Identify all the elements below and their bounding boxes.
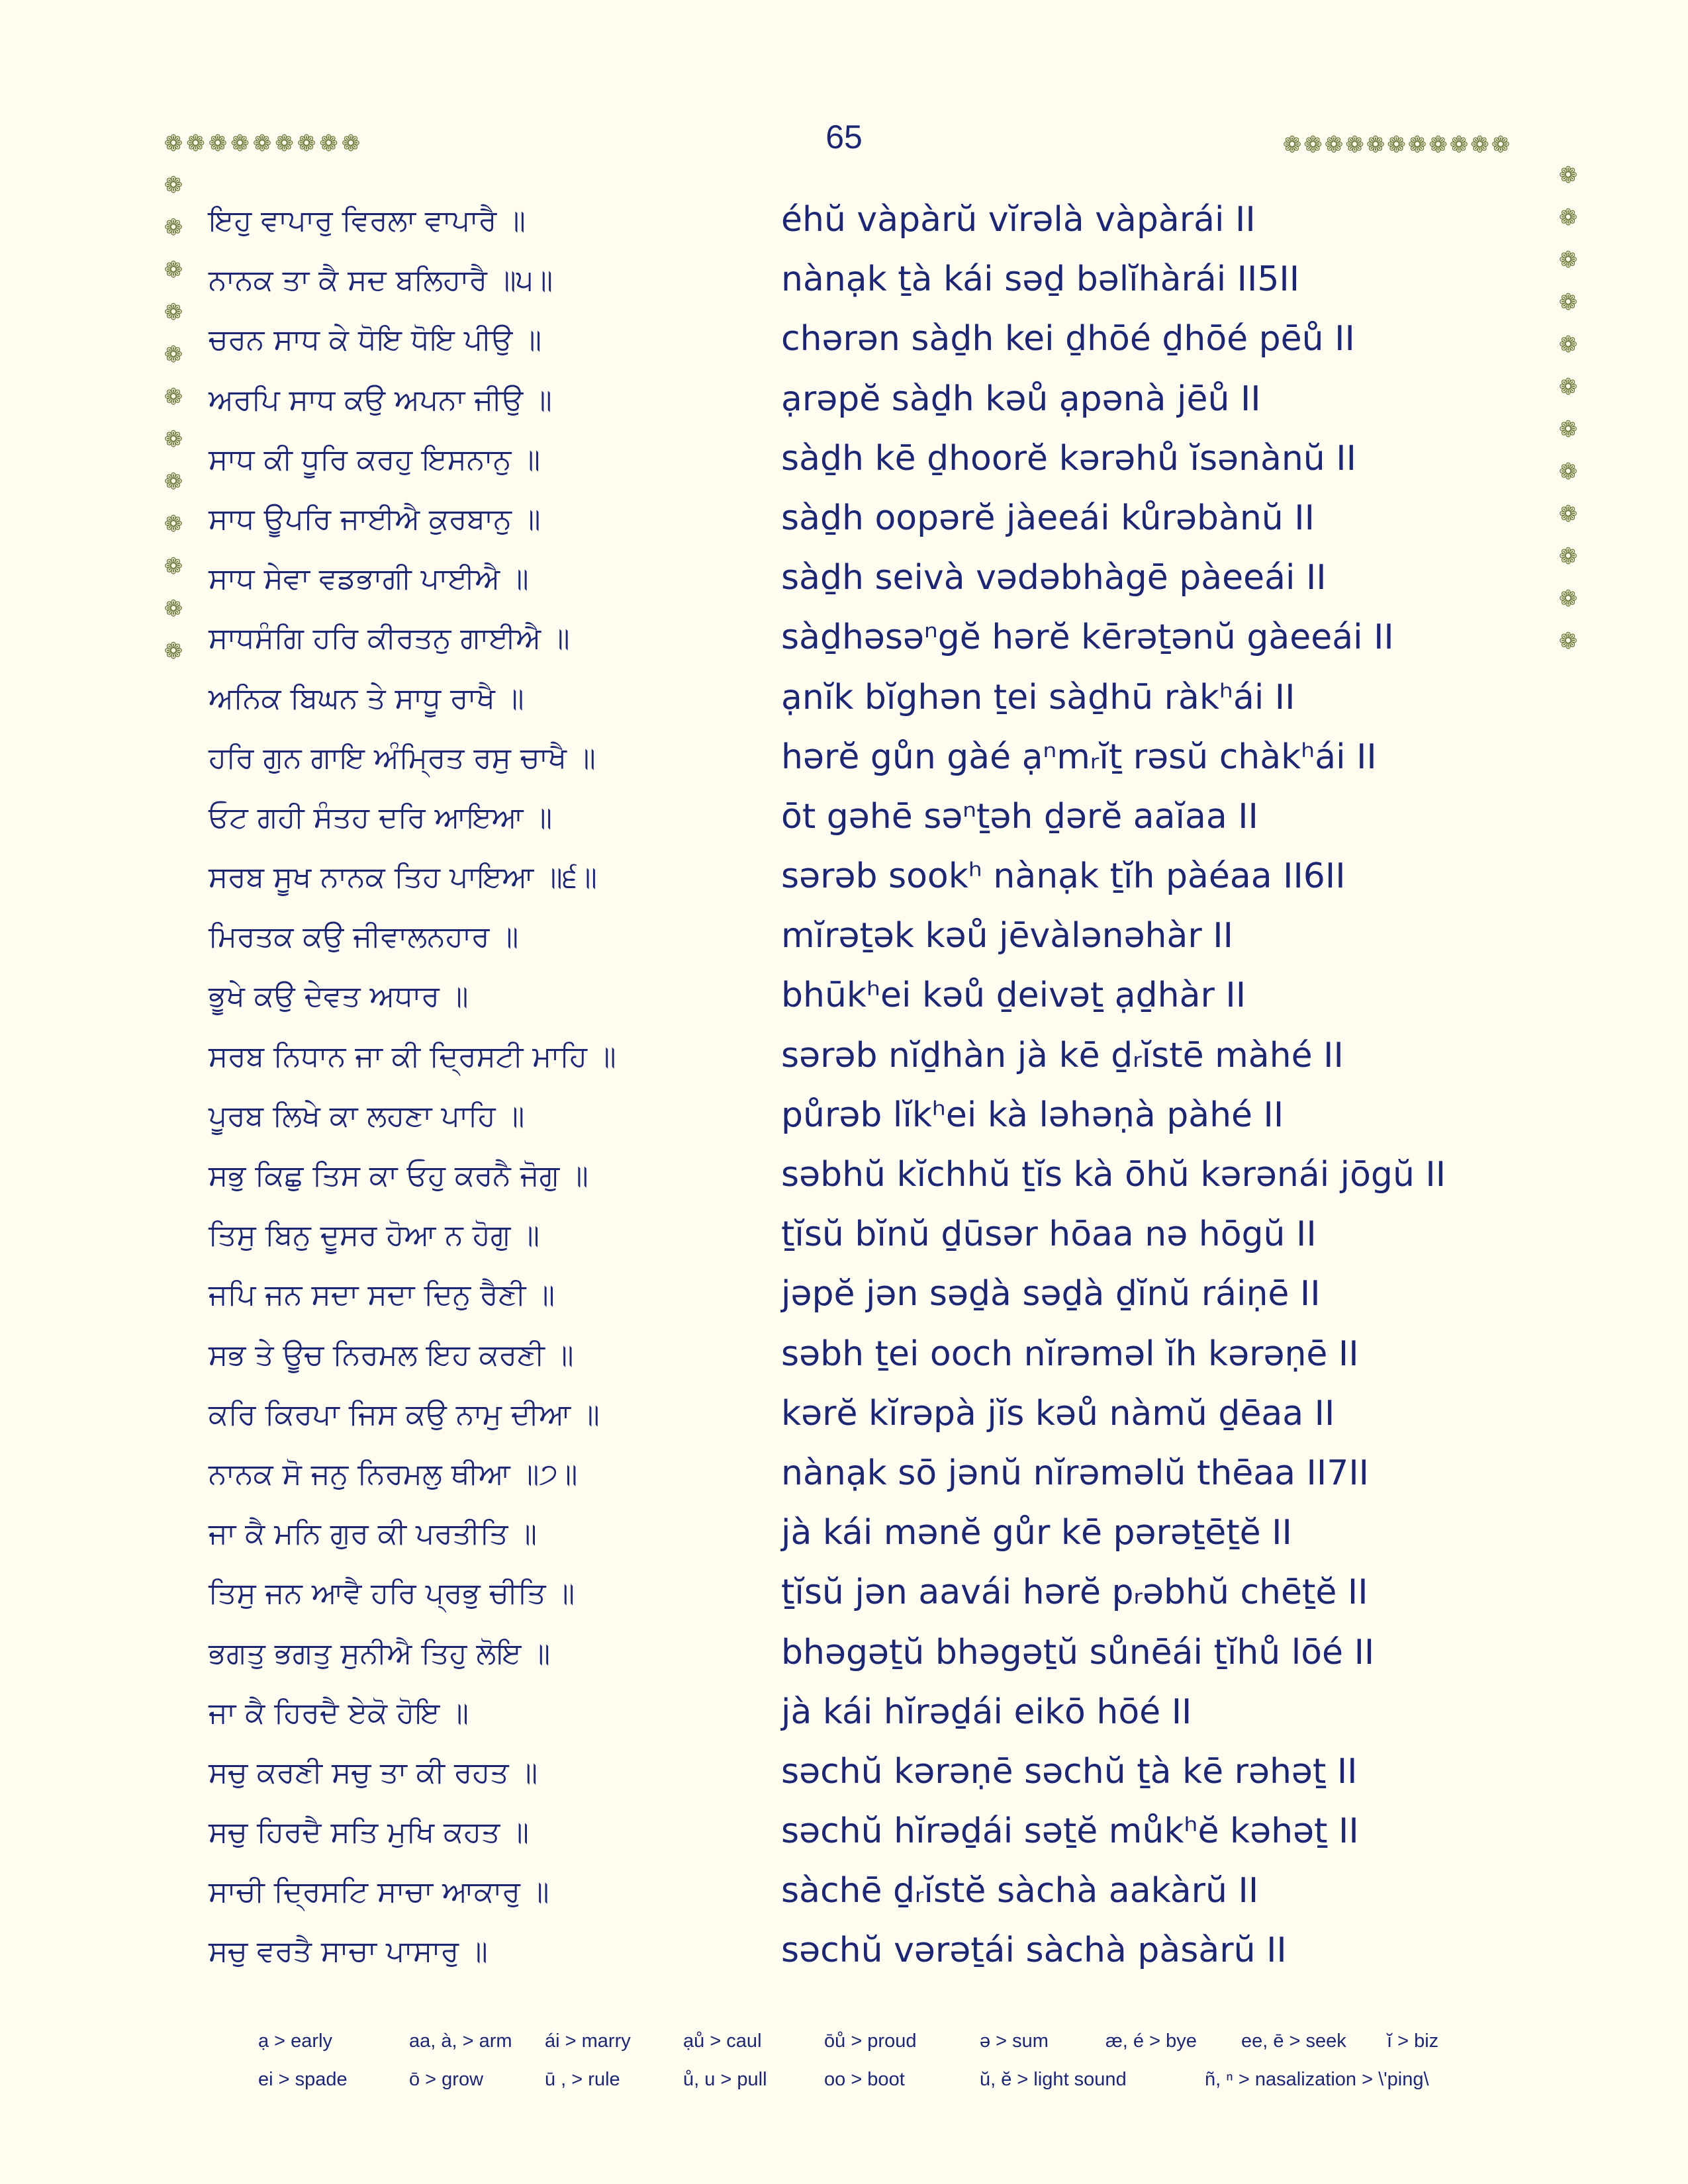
flower-icon: ❁	[1558, 501, 1578, 527]
gurmukhi-line: ਸਾਧ ਊਪਰਿ ਜਾਈਐ ਕੁਰਬਾਨੁ ॥	[209, 502, 541, 536]
transliteration-line: ạnĭk bĭghən ṯei sàḏhū ràkʰái II	[781, 677, 1295, 717]
flower-icon: ❁	[1345, 132, 1364, 158]
gurmukhi-line: ਪੂਰਬ ਲਿਖੇ ਕਾ ਲਹਣਾ ਪਾਹਿ ॥	[209, 1099, 525, 1133]
verse-row	[0, 616, 1688, 676]
flower-icon: ❁	[164, 511, 183, 537]
verse-row	[0, 1929, 1688, 1989]
verse-row	[0, 497, 1688, 557]
transliteration-line: nànạk ṯà kái səḏ bəlĭhàrái II5II	[781, 259, 1300, 300]
verse-row	[0, 1751, 1688, 1810]
verse-row	[0, 1154, 1688, 1213]
gurmukhi-line: ਸਾਧਸੰਗਿ ਹਰਿ ਕੀਰਤਨੁ ਗਾਈਐ ॥	[209, 621, 570, 656]
verse-row	[0, 1512, 1688, 1571]
legend-item: ōů > proud	[824, 2030, 917, 2052]
flower-icon: ❁	[164, 130, 183, 157]
verse-row	[0, 437, 1688, 497]
verse-row	[0, 1691, 1688, 1751]
transliteration-line: ōt gəhē səⁿṯəh ḏərĕ aaĭaa II	[781, 796, 1258, 837]
flower-icon: ❁	[1558, 332, 1578, 358]
transliteration-line: səchŭ hĭrəḏái səṯĕ můkʰĕ kəhəṯ II	[781, 1811, 1359, 1852]
gurmukhi-line: ਸਰਬ ਨਿਧਾਨ ਜਾ ਕੀ ਦ੍ਰਿਸਟੀ ਮਾਹਿ ॥	[209, 1039, 616, 1073]
transliteration-line: kərĕ kĭrəpà jĭs kəů nàmŭ ḏēaa II	[781, 1393, 1335, 1433]
legend-item: ái > marry	[545, 2030, 631, 2052]
verse-row	[0, 1034, 1688, 1094]
verse-row	[0, 676, 1688, 736]
transliteration-line: sàḏh oopərĕ jàeeái kůrəbànŭ II	[781, 498, 1315, 538]
transliteration-line: bhəgəṯŭ bhəgəṯŭ sůnēái ṯĭhů lōé II	[781, 1632, 1375, 1672]
flower-icon: ❁	[1558, 162, 1578, 189]
transliteration-line: ṯĭsŭ jən aavái hərĕ pᵣəbhŭ chēṯĕ II	[781, 1572, 1368, 1613]
flower-icon: ❁	[319, 130, 338, 157]
legend-item: ạů > caul	[683, 2030, 762, 2052]
flower-icon: ❁	[1558, 416, 1578, 443]
legend-item: oo > boot	[824, 2069, 905, 2090]
transliteration-line: səbh ṯei ooch nĭrəməl ĭh kərəṇē II	[781, 1334, 1359, 1374]
transliteration-line: chərən sàḏh kei ḏhōé ḏhōé pēů II	[781, 319, 1355, 359]
transliteration-line: səchŭ kərəṇē səchŭ ṯà kē rəhəṯ II	[781, 1751, 1358, 1792]
flower-icon: ❁	[1558, 628, 1578, 655]
verse-row	[0, 1452, 1688, 1512]
gurmukhi-line: ਨਾਨਕ ਸੋ ਜਨੁ ਨਿਰਮਲੁ ਥੀਆ ॥੭॥	[209, 1457, 578, 1491]
transliteration-line: jəpĕ jən səḏà səḏà ḏĭnŭ ráiṇē II	[781, 1274, 1321, 1314]
verse-row	[0, 553, 1688, 616]
flower-icon: ❁	[1407, 132, 1427, 158]
flower-icon: ❁	[164, 384, 183, 410]
gurmukhi-line: ਸਚੁ ਕਰਣੀ ਸਚੁ ਤਾ ਕੀ ਰਹਤ ॥	[209, 1755, 538, 1790]
transliteration-line: səbhŭ kĭchhŭ ṯĭs kà ōhŭ kərənái jōgŭ II	[781, 1155, 1446, 1195]
transliteration-line: půrəb lĭkʰei kà ləhəṇà pàhé II	[781, 1095, 1284, 1135]
gurmukhi-line: ਸਾਚੀ ਦ੍ਰਿਸਟਿ ਸਾਚਾ ਆਕਾਰੁ ॥	[209, 1875, 549, 1909]
transliteration-line: sàchē ḏᵣĭstĕ sàchà aakàrŭ II	[781, 1871, 1259, 1911]
flower-icon: ❁	[297, 130, 316, 157]
flower-icon: ❁	[1558, 205, 1578, 231]
legend-row-2	[258, 2069, 1516, 2107]
flower-icon: ❁	[164, 257, 183, 283]
flower-icon: ❁	[1324, 132, 1344, 158]
verse-row	[0, 1392, 1688, 1452]
gurmukhi-line: ਸਾਧ ਕੀ ਧੂਰਿ ਕਰਹੁ ਇਸਨਾਨੁ ॥	[209, 442, 541, 477]
flower-icon: ❁	[164, 299, 183, 326]
gurmukhi-line: ਤਿਸੁ ਬਿਨੁ ਦੂਸਰ ਹੋਆ ਨ ਹੋਗੁ ॥	[209, 1218, 540, 1253]
page-number: 65	[825, 118, 863, 156]
verse-list	[0, 199, 1688, 1989]
verse-row	[0, 258, 1688, 318]
transliteration-line: səchŭ vərəṯái sàchà pàsàrŭ II	[781, 1931, 1287, 1971]
legend-item: ñ, ⁿ > nasalization > \'ping\	[1205, 2069, 1429, 2090]
gurmukhi-line: ਇਹੁ ਵਾਪਾਰੁ ਵਿਰਲਾ ਵਾਪਾਰੈ ॥	[209, 204, 526, 238]
verse-row	[0, 1213, 1688, 1273]
gurmukhi-line: ਸਭੁ ਕਿਛੁ ਤਿਸ ਕਾ ਓਹੁ ਕਰਨੈ ਜੋਗੁ ॥	[209, 1159, 588, 1193]
gurmukhi-line: ਜਾ ਕੈ ਹਿਰਦੈ ਏਕੋ ਹੋਇ ॥	[209, 1696, 469, 1730]
gurmukhi-line: ਤਿਸੁ ਜਨ ਆਵੈ ਹਰਿ ਪ੍ਰਭੁ ਚੀਤਿ ॥	[209, 1576, 575, 1611]
transliteration-line: hərĕ gůn gàé ạⁿmᵣĭṯ rəsŭ chàkʰái II	[781, 737, 1377, 777]
flower-icon: ❁	[1282, 132, 1302, 158]
legend-item: ei > spade	[258, 2069, 348, 2090]
transliteration-line: ṯĭsŭ bĭnŭ ḏūsər hōaa nə hōgŭ II	[781, 1214, 1317, 1255]
pronunciation-legend	[258, 2030, 1516, 2107]
flower-icon: ❁	[1558, 374, 1578, 400]
legend-item: ee, ē > seek	[1241, 2030, 1346, 2052]
legend-item: ů, u > pull	[683, 2069, 767, 2090]
legend-item: ə > sum	[980, 2030, 1049, 2052]
gurmukhi-line: ਹਰਿ ਗੁਨ ਗਾਇ ਅੰਮ੍ਰਿਤ ਰਸੁ ਚਾਖੈ ॥	[209, 741, 596, 775]
gurmukhi-line: ਅਰਪਿ ਸਾਧ ਕਉ ਅਪਨਾ ਜੀਉ ॥	[209, 383, 552, 417]
gurmukhi-line: ਮਿਰਤਕ ਕਉ ਜੀਵਾਲਨਹਾਰ ॥	[209, 920, 519, 954]
flower-icon: ❁	[1491, 132, 1511, 158]
transliteration-line: éhŭ vàpàrŭ vĭrəlà vàpàrái II	[781, 200, 1256, 240]
gurmukhi-line: ਕਰਿ ਕਿਰਪਾ ਜਿਸ ਕਉ ਨਾਮੁ ਦੀਆ ॥	[209, 1397, 600, 1432]
flower-icon: ❁	[186, 130, 205, 157]
flower-icon: ❁	[1366, 132, 1385, 158]
gurmukhi-line: ਸਚੁ ਵਰਤੈ ਸਾਚਾ ਪਾਸਾਰੁ ॥	[209, 1934, 488, 1969]
transliteration-line: sərəb sookʰ nànạk ṯĭh pàéaa II6II	[781, 856, 1346, 897]
verse-row	[0, 1333, 1688, 1392]
transliteration-line: sərəb nĭḏhàn jà kē ḏᵣĭstē màhé II	[781, 1035, 1344, 1075]
flower-icon: ❁	[1558, 543, 1578, 570]
legend-item: ō > grow	[409, 2069, 484, 2090]
flower-icon: ❁	[1303, 132, 1323, 158]
verse-row	[0, 1094, 1688, 1154]
verse-row	[0, 374, 1688, 437]
verse-row	[0, 1273, 1688, 1332]
gurmukhi-line: ਓਟ ਗਹੀ ਸੰਤਹ ਦਰਿ ਆਇਆ ॥	[209, 800, 553, 835]
transliteration-line: sàḏhəsəⁿgĕ hərĕ kērəṯənŭ gàeeái II	[781, 617, 1394, 658]
transliteration-line: jà kái mənĕ gůr kē pərəṯēṯĕ II	[781, 1513, 1292, 1553]
verse-row	[0, 1571, 1688, 1631]
verse-row	[0, 1631, 1688, 1691]
flower-icon: ❁	[1558, 586, 1578, 612]
flower-icon: ❁	[230, 130, 250, 157]
verse-row	[0, 1810, 1688, 1870]
legend-row-1	[258, 2030, 1516, 2069]
flower-icon: ❁	[1558, 289, 1578, 316]
transliteration-line: ạrəpĕ sàḏh kəů ạpənà jēů II	[781, 379, 1261, 419]
gurmukhi-line: ਜਪਿ ਜਨ ਸਦਾ ਸਦਾ ਦਿਨੁ ਰੈਣੀ ॥	[209, 1278, 555, 1312]
verse-row	[0, 199, 1688, 258]
gurmukhi-line: ਨਾਨਕ ਤਾ ਕੈ ਸਦ ਬਲਿਹਾਰੈ ॥੫॥	[209, 263, 553, 298]
flower-icon: ❁	[164, 469, 183, 495]
flower-icon: ❁	[1387, 132, 1406, 158]
flower-icon: ❁	[164, 596, 183, 622]
verse-row	[0, 855, 1688, 915]
flower-icon: ❁	[164, 638, 183, 664]
flower-icon: ❁	[1470, 132, 1489, 158]
gurmukhi-line: ਸਰਬ ਸੂਖ ਨਾਨਕ ਤਿਹ ਪਾਇਆ ॥੬॥	[209, 860, 597, 895]
flower-icon: ❁	[208, 130, 228, 157]
transliteration-line: jà kái hĭrəḏái eikō hōé II	[781, 1692, 1192, 1732]
flower-icon: ❁	[1429, 132, 1448, 158]
flower-icon: ❁	[252, 130, 272, 157]
transliteration-line: sàḏh seivà vədəbhàgē pàeeái II	[781, 558, 1327, 598]
gurmukhi-line: ਭੂਖੇ ਕਉ ਦੇਵਤ ਅਧਾਰ ॥	[209, 979, 469, 1014]
flower-icon: ❁	[164, 172, 183, 199]
legend-item: æ, é > bye	[1105, 2030, 1197, 2052]
verse-row	[0, 796, 1688, 855]
flower-icon: ❁	[341, 130, 361, 157]
flower-icon: ❁	[1449, 132, 1469, 158]
gurmukhi-line: ਜਾ ਕੈ ਮਨਿ ਗੁਰ ਕੀ ਪਰਤੀਤਿ ॥	[209, 1517, 538, 1551]
verse-row	[0, 318, 1688, 377]
flower-icon: ❁	[164, 426, 183, 453]
gurmukhi-line: ਭਗਤੁ ਭਗਤੁ ਸੁਨੀਐ ਤਿਹੁ ਲੋਇ ॥	[209, 1636, 551, 1670]
legend-item: ū , > rule	[545, 2069, 620, 2090]
flower-icon: ❁	[164, 341, 183, 368]
legend-item: aa, à, > arm	[409, 2030, 512, 2052]
flower-icon: ❁	[275, 130, 294, 157]
flower-icon: ❁	[164, 553, 183, 580]
gurmukhi-line: ਸਚੁ ਹਿਰਦੈ ਸਤਿ ਮੁਖਿ ਕਹਤ ॥	[209, 1815, 529, 1850]
verse-row	[0, 1870, 1688, 1929]
gurmukhi-line: ਅਨਿਕ ਬਿਘਨ ਤੇ ਸਾਧੂ ਰਾਖੈ ॥	[209, 681, 524, 715]
legend-item: ŭ, ĕ > light sound	[980, 2069, 1127, 2090]
transliteration-line: nànạk sō jənŭ nĭrəməlŭ thēaa II7II	[781, 1453, 1369, 1493]
transliteration-line: sàḏh kē ḏhoorĕ kərəhů ĭsənànŭ II	[781, 438, 1356, 478]
verse-row	[0, 915, 1688, 974]
gurmukhi-line: ਸਾਧ ਸੇਵਾ ਵਡਭਾਗੀ ਪਾਈਐ ॥	[209, 562, 529, 596]
verse-row	[0, 736, 1688, 796]
gurmukhi-line: ਚਰਨ ਸਾਧ ਕੇ ਧੋਇ ਧੋਇ ਪੀਉ ॥	[209, 323, 541, 357]
flower-icon: ❁	[1558, 459, 1578, 485]
transliteration-line: mĭrəṯək kəů jēvàlənəhàr II	[781, 916, 1233, 956]
flower-icon: ❁	[164, 214, 183, 241]
transliteration-line: bhūkʰei kəů ḏeivəṯ ạḏhàr II	[781, 976, 1246, 1016]
legend-item: ạ > early	[258, 2030, 333, 2052]
flower-icon: ❁	[1558, 247, 1578, 273]
legend-item: ĭ > biz	[1387, 2030, 1439, 2052]
gurmukhi-line: ਸਭ ਤੇ ਊਚ ਨਿਰਮਲ ਇਹ ਕਰਣੀ ॥	[209, 1338, 574, 1372]
verse-row	[0, 974, 1688, 1034]
